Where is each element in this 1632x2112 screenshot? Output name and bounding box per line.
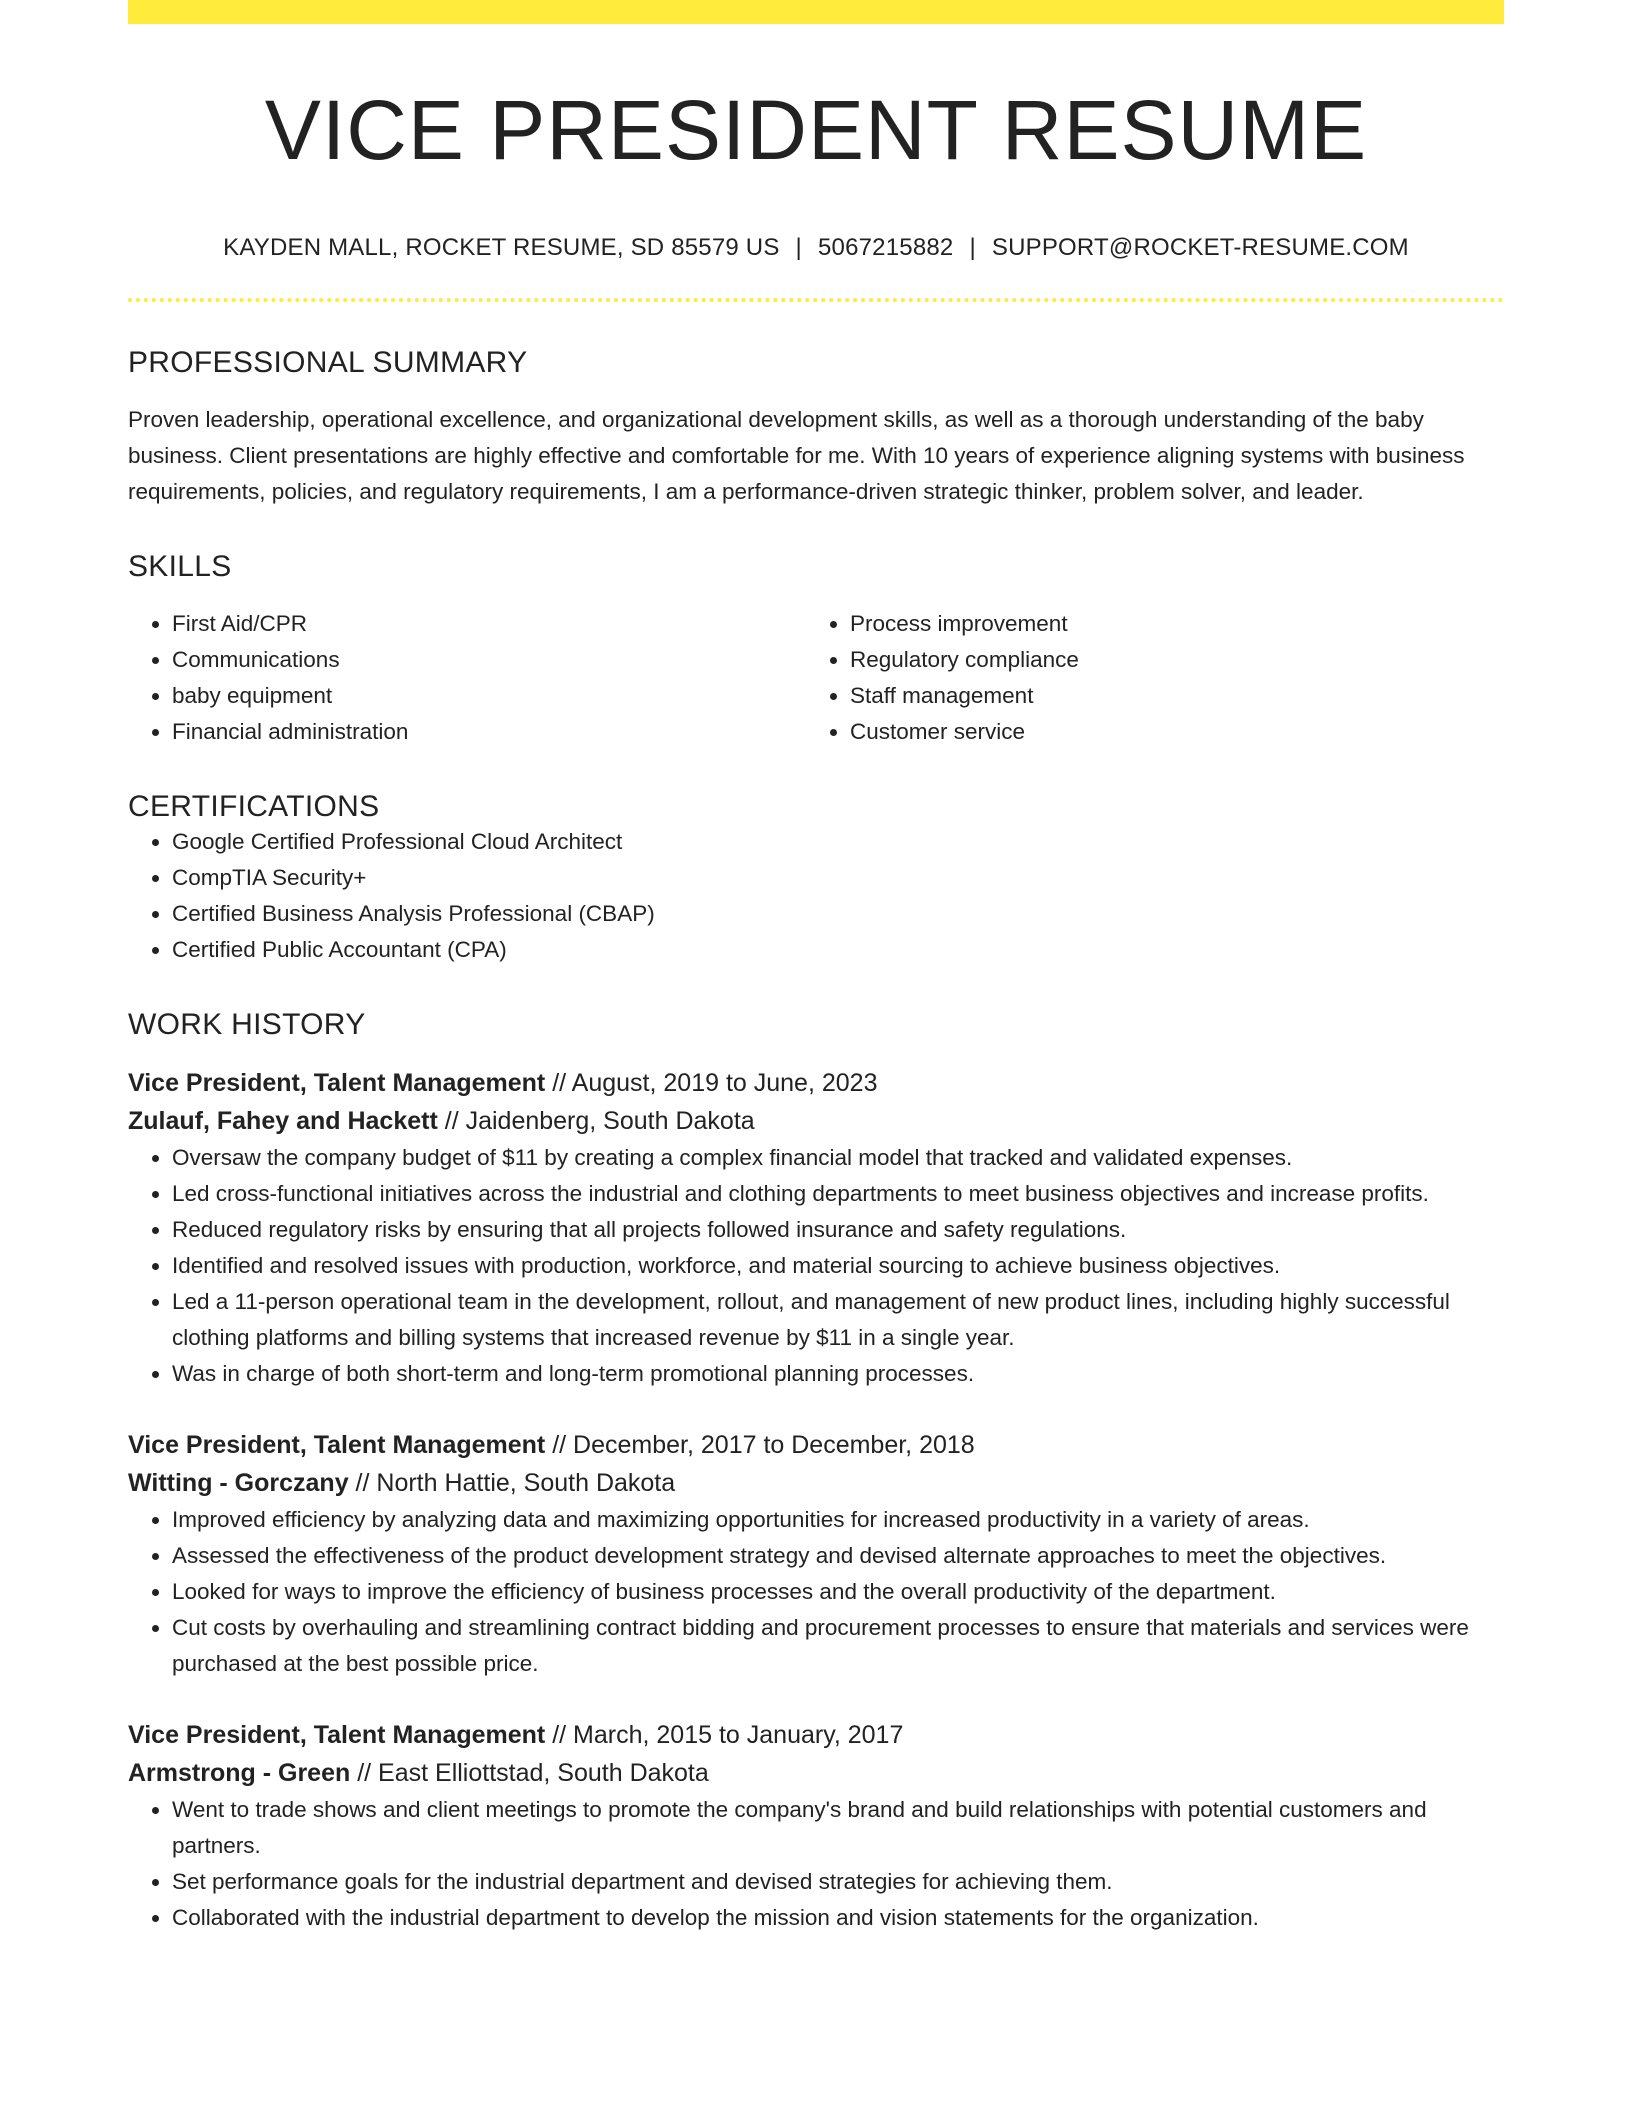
resume-title: VICE PRESIDENT RESUME [264, 83, 1368, 177]
certifications-list [128, 824, 1504, 968]
job-title: Vice President, Talent Management [128, 1069, 546, 1098]
job-location: // North Hattie, South Dakota [348, 1469, 676, 1498]
job-bullet: • Looked for ways to improve the efficiency of business processes and the overall productivity of the department. [172, 1574, 1504, 1610]
contact-email[interactable]: SUPPORT@ROCKET-RESUME.COM [991, 234, 1409, 262]
resume-page [128, 0, 1504, 1936]
job-bullet: • Reduced regulatory risks by ensuring that all projects followed insurance and safety regulations. [172, 1212, 1504, 1248]
contact-separator: | [969, 234, 976, 262]
job-entry [128, 1426, 1504, 1682]
certification-item: • Certified Business Analysis Professional (CBAP) [172, 896, 1504, 932]
skill-item: • Staff management [850, 678, 1484, 714]
skill-item: • Customer service [850, 714, 1484, 750]
job-company: Witting - Gorczany [128, 1469, 349, 1498]
job-title: Vice President, Talent Management [128, 1431, 546, 1460]
job-dates: // December, 2017 to December, 2018 [545, 1431, 975, 1460]
job-bullet: • Oversaw the company budget of $11 by creating a complex financial model that tracked and validated expenses. [172, 1140, 1504, 1176]
job-bullet: • Assessed the effectiveness of the product development strategy and devised alternate approaches to meet the objectives. [172, 1538, 1504, 1574]
job-bullet-list [128, 1502, 1504, 1682]
job-dates: // August, 2019 to June, 2023 [545, 1069, 878, 1098]
job-dates: // March, 2015 to January, 2017 [545, 1721, 904, 1750]
skill-item: • Communications [172, 642, 806, 678]
skill-item: • Financial administration [172, 714, 806, 750]
contact-address: KAYDEN MALL, ROCKET RESUME, SD 85579 US [223, 234, 780, 262]
skills-grid [128, 606, 1504, 750]
job-bullet: • Identified and resolved issues with production, workforce, and material sourcing to achieve business objectives. [172, 1248, 1504, 1284]
certification-item: • Certified Public Accountant (CPA) [172, 932, 1504, 968]
dotted-divider [128, 298, 1504, 302]
job-bullet: • Went to trade shows and client meetings to promote the company's brand and build relationships with potential customers and partners. [172, 1792, 1504, 1864]
job-entry [128, 1716, 1504, 1936]
certifications-heading: CERTIFICATIONS [128, 790, 380, 824]
job-title-line [128, 1064, 1504, 1102]
contact-separator: | [795, 234, 802, 262]
job-company-line [128, 1102, 1504, 1140]
job-bullet: • Improved efficiency by analyzing data and maximizing opportunities for increased productivity in a variety of areas. [172, 1502, 1504, 1538]
job-company: Zulauf, Fahey and Hackett [128, 1107, 438, 1136]
summary-heading: PROFESSIONAL SUMMARY [128, 346, 528, 380]
job-company-line [128, 1464, 1504, 1502]
job-bullet: • Led a 11-person operational team in the development, rollout, and management of new product lines, including highly successful clothing platforms and billing systems that increased revenue by $11 in a single year. [172, 1284, 1504, 1356]
job-bullet: • Set performance goals for the industrial department and devised strategies for achieving them. [172, 1864, 1504, 1900]
skills-heading: SKILLS [128, 550, 232, 584]
job-location: // East Elliottstad, South Dakota [350, 1759, 709, 1788]
job-bullet: • Collaborated with the industrial department to develop the mission and vision statements for the organization. [172, 1900, 1504, 1936]
job-bullet: • Cut costs by overhauling and streamlining contract bidding and procurement processes to ensure that materials and services were purchased at the best possible price. [172, 1610, 1504, 1682]
job-bullet-list [128, 1140, 1504, 1392]
job-bullet: • Was in charge of both short-term and long-term promotional planning processes. [172, 1356, 1504, 1392]
skills-list-right [806, 606, 1484, 750]
skill-item: • Process improvement [850, 606, 1484, 642]
job-location: // Jaidenberg, South Dakota [437, 1107, 755, 1136]
skill-item: • First Aid/CPR [172, 606, 806, 642]
job-title-line [128, 1716, 1504, 1754]
contact-phone[interactable]: 5067215882 [817, 234, 954, 262]
job-company: Armstrong - Green [128, 1759, 351, 1788]
job-bullet-list [128, 1792, 1504, 1936]
accent-top-bar [128, 0, 1504, 24]
certification-item: • CompTIA Security+ [172, 860, 1504, 896]
summary-text: Proven leadership, operational excellence, and organizational development skills, as well as a thorough understanding of the baby business. Client presentations are highly effective and comfortable for me. With 10 years of experience aligning systems with business requirements, policies, and regulatory requirements, I am a performance-driven strategic thinker, problem solver, and leader. [128, 407, 1465, 505]
job-title-line [128, 1426, 1504, 1464]
job-title: Vice President, Talent Management [128, 1721, 546, 1750]
job-bullet: • Led cross-functional initiatives across the industrial and clothing departments to meet business objectives and increase profits. [172, 1176, 1504, 1212]
skill-item: • Regulatory compliance [850, 642, 1484, 678]
skills-list-left [128, 606, 806, 750]
certification-item: • Google Certified Professional Cloud Architect [172, 824, 1504, 860]
work-history-heading: WORK HISTORY [128, 1008, 366, 1042]
skill-item: • baby equipment [172, 678, 806, 714]
contact-line [128, 234, 1504, 262]
job-entry [128, 1064, 1504, 1392]
job-company-line [128, 1754, 1504, 1792]
